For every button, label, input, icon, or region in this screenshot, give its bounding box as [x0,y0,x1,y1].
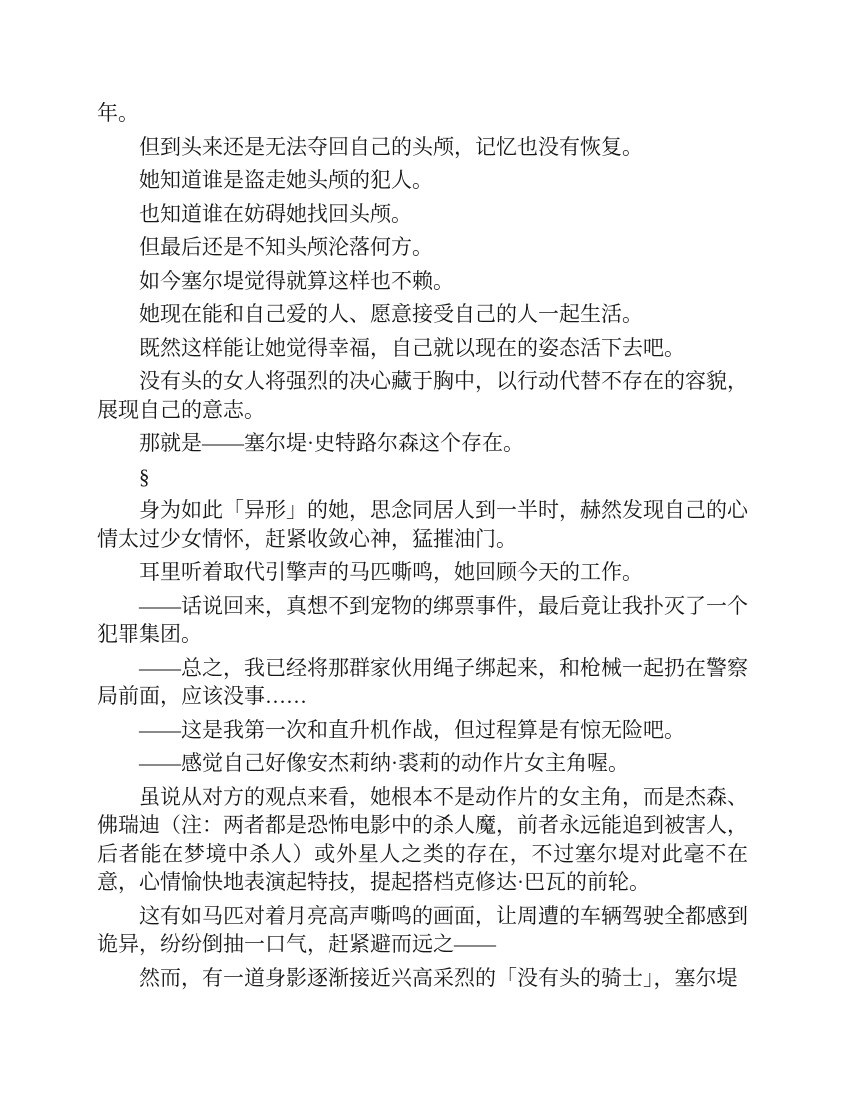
paragraph: 既然这样能让她觉得幸福，自己就以现在的姿态活下去吧。 [139,335,685,360]
paragraph: ——话说回来，真想不到宠物的绑票事件，最后竟让我扑灭了一个犯罪集团。 [97,593,748,646]
section-break-symbol: § [139,464,150,489]
paragraph: 这有如马匹对着月亮高声嘶鸣的画面，让周遭的车辆驾驶全都感到诡异，纷纷倒抽一口气，赶紧避而远之—— [97,903,748,956]
paragraph: 身为如此「异形」的她，思念同居人到一半时，赫然发现自己的心情太过少女情怀，赶紧收敛心神，猛摧油门。 [97,498,748,551]
paragraph: 耳里听着取代引擎声的马匹嘶鸣，她回顾今天的工作。 [139,560,643,584]
paragraph: 虽说从对方的观点来看，她根本不是动作片的女主角，而是杰森、佛瑞迪（注：两者都是恐怖电影中的杀人魔，前者永远能追到被害人，后者能在梦境中杀人）或外星人之类的存在，不过塞尔堤对此毫不在意，心情愉快地表演起特技，提起搭档克修达·巴瓦的前轮。 [97,784,748,894]
paragraph: ——总之，我已经将那群家伙用绳子绑起来，和枪械一起扔在警察局前面，应该没事…… [97,655,748,708]
page-text [97,99,748,997]
paragraph: ——感觉自己好像安杰莉纳·裘莉的动作片女主角喔。 [139,751,629,775]
paragraph: 年。 [97,101,139,125]
paragraph: 那就是——塞尔堤·史特路尔森这个存在。 [139,431,524,455]
paragraph: 然而，有一道身影逐渐接近兴高采烈的「没有头的骑士」，塞尔堤 [139,965,738,990]
paragraph: 也知道谁在妨碍她找回头颅。 [139,201,412,226]
paragraph: 但最后还是不知头颅沦落何方。 [139,235,433,259]
paragraph: 但到头来还是无法夺回自己的头颅，记忆也没有恢复。 [139,134,643,159]
paragraph: ——这是我第一次和直升机作战，但过程算是有惊无险吧。 [139,717,685,742]
paragraph: 没有头的女人将强烈的决心藏于胸中，以行动代替不存在的容貌，展现自己的意志。 [97,369,748,422]
paragraph: 她知道谁是盗走她头颅的犯人。 [139,168,433,192]
paragraph: 如今塞尔堤觉得就算这样也不赖。 [139,268,454,293]
paragraph: 她现在能和自己爱的人、愿意接受自己的人一起生活。 [139,302,643,326]
